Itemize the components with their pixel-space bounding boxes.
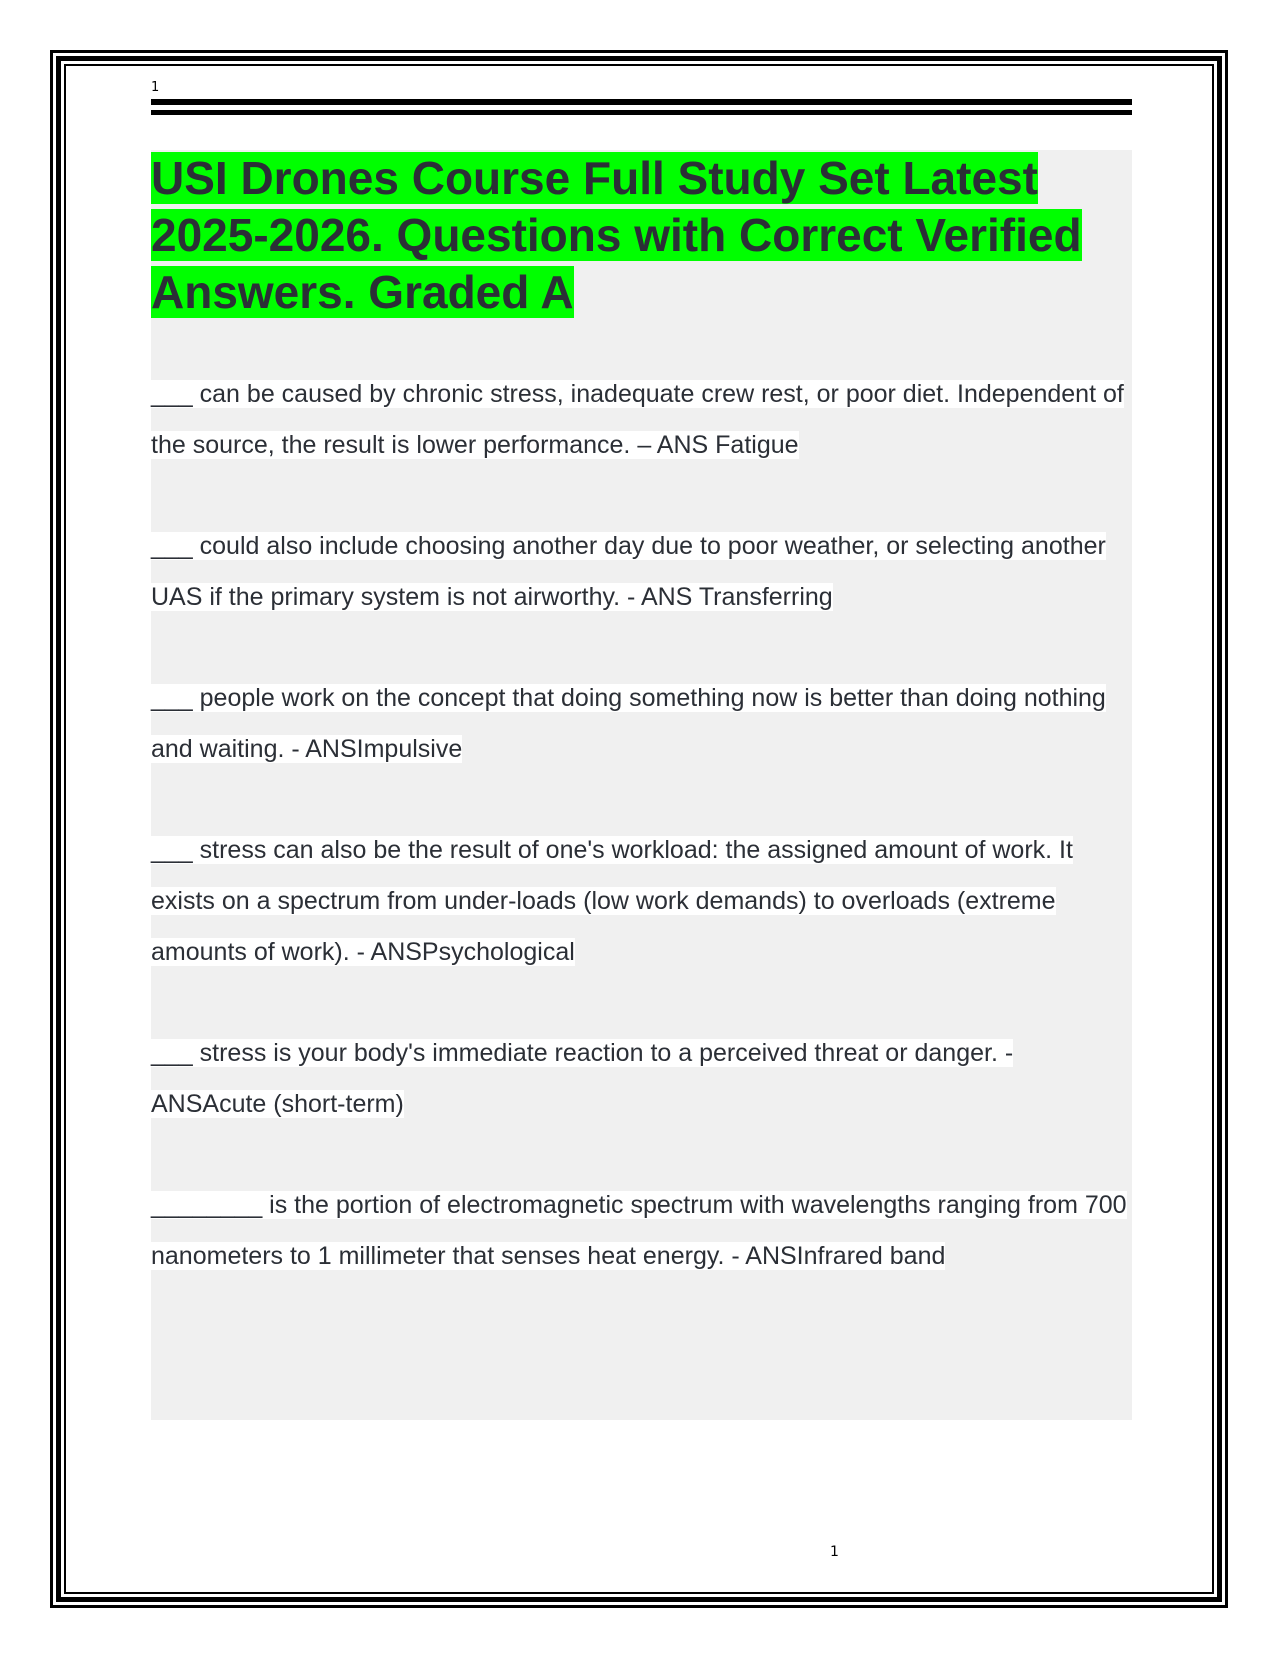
header-rule-thin bbox=[151, 110, 1132, 115]
qa-item bbox=[151, 369, 1132, 471]
header-rule-thick bbox=[151, 99, 1132, 105]
qa-item bbox=[151, 1180, 1132, 1282]
qa-item-text: ___ people work on the concept that doing something now is better than doing nothing and waiting. - ANSImpulsive bbox=[151, 684, 1106, 763]
document-title bbox=[151, 150, 1132, 321]
header-page-number: 1 bbox=[151, 80, 160, 95]
qa-item bbox=[151, 673, 1132, 775]
qa-list bbox=[151, 369, 1132, 1282]
qa-item bbox=[151, 521, 1132, 623]
qa-item-text: ___ stress is your body's immediate reaction to a perceived threat or danger. - ANSAcute (short-term) bbox=[151, 1039, 1014, 1118]
qa-item-text: ________ is the portion of electromagnetic spectrum with wavelengths ranging from 700 nanometers to 1 millimeter that senses heat energy. - ANSInfrared band bbox=[151, 1191, 1127, 1270]
title-text: USI Drones Course Full Study Set Latest 2025-2026. Questions with Correct Verified Answers. Graded A bbox=[151, 152, 1082, 318]
document-body bbox=[151, 150, 1132, 1420]
qa-item-text: ___ stress can also be the result of one's workload: the assigned amount of work. It exists on a spectrum from under-loads (low work demands) to overloads (extreme amounts of work). - ANSPsychological bbox=[151, 836, 1073, 966]
qa-item-text: ___ can be caused by chronic stress, inadequate crew rest, or poor diet. Independent of the source, the result is lower performance. – ANS Fatigue bbox=[151, 380, 1124, 459]
qa-item bbox=[151, 1028, 1132, 1130]
qa-item-text: ___ could also include choosing another day due to poor weather, or selecting another UAS if the primary system is not airworthy. - ANS Transferring bbox=[151, 532, 1106, 611]
qa-item bbox=[151, 825, 1132, 978]
footer-page-number: 1 bbox=[830, 1544, 839, 1560]
